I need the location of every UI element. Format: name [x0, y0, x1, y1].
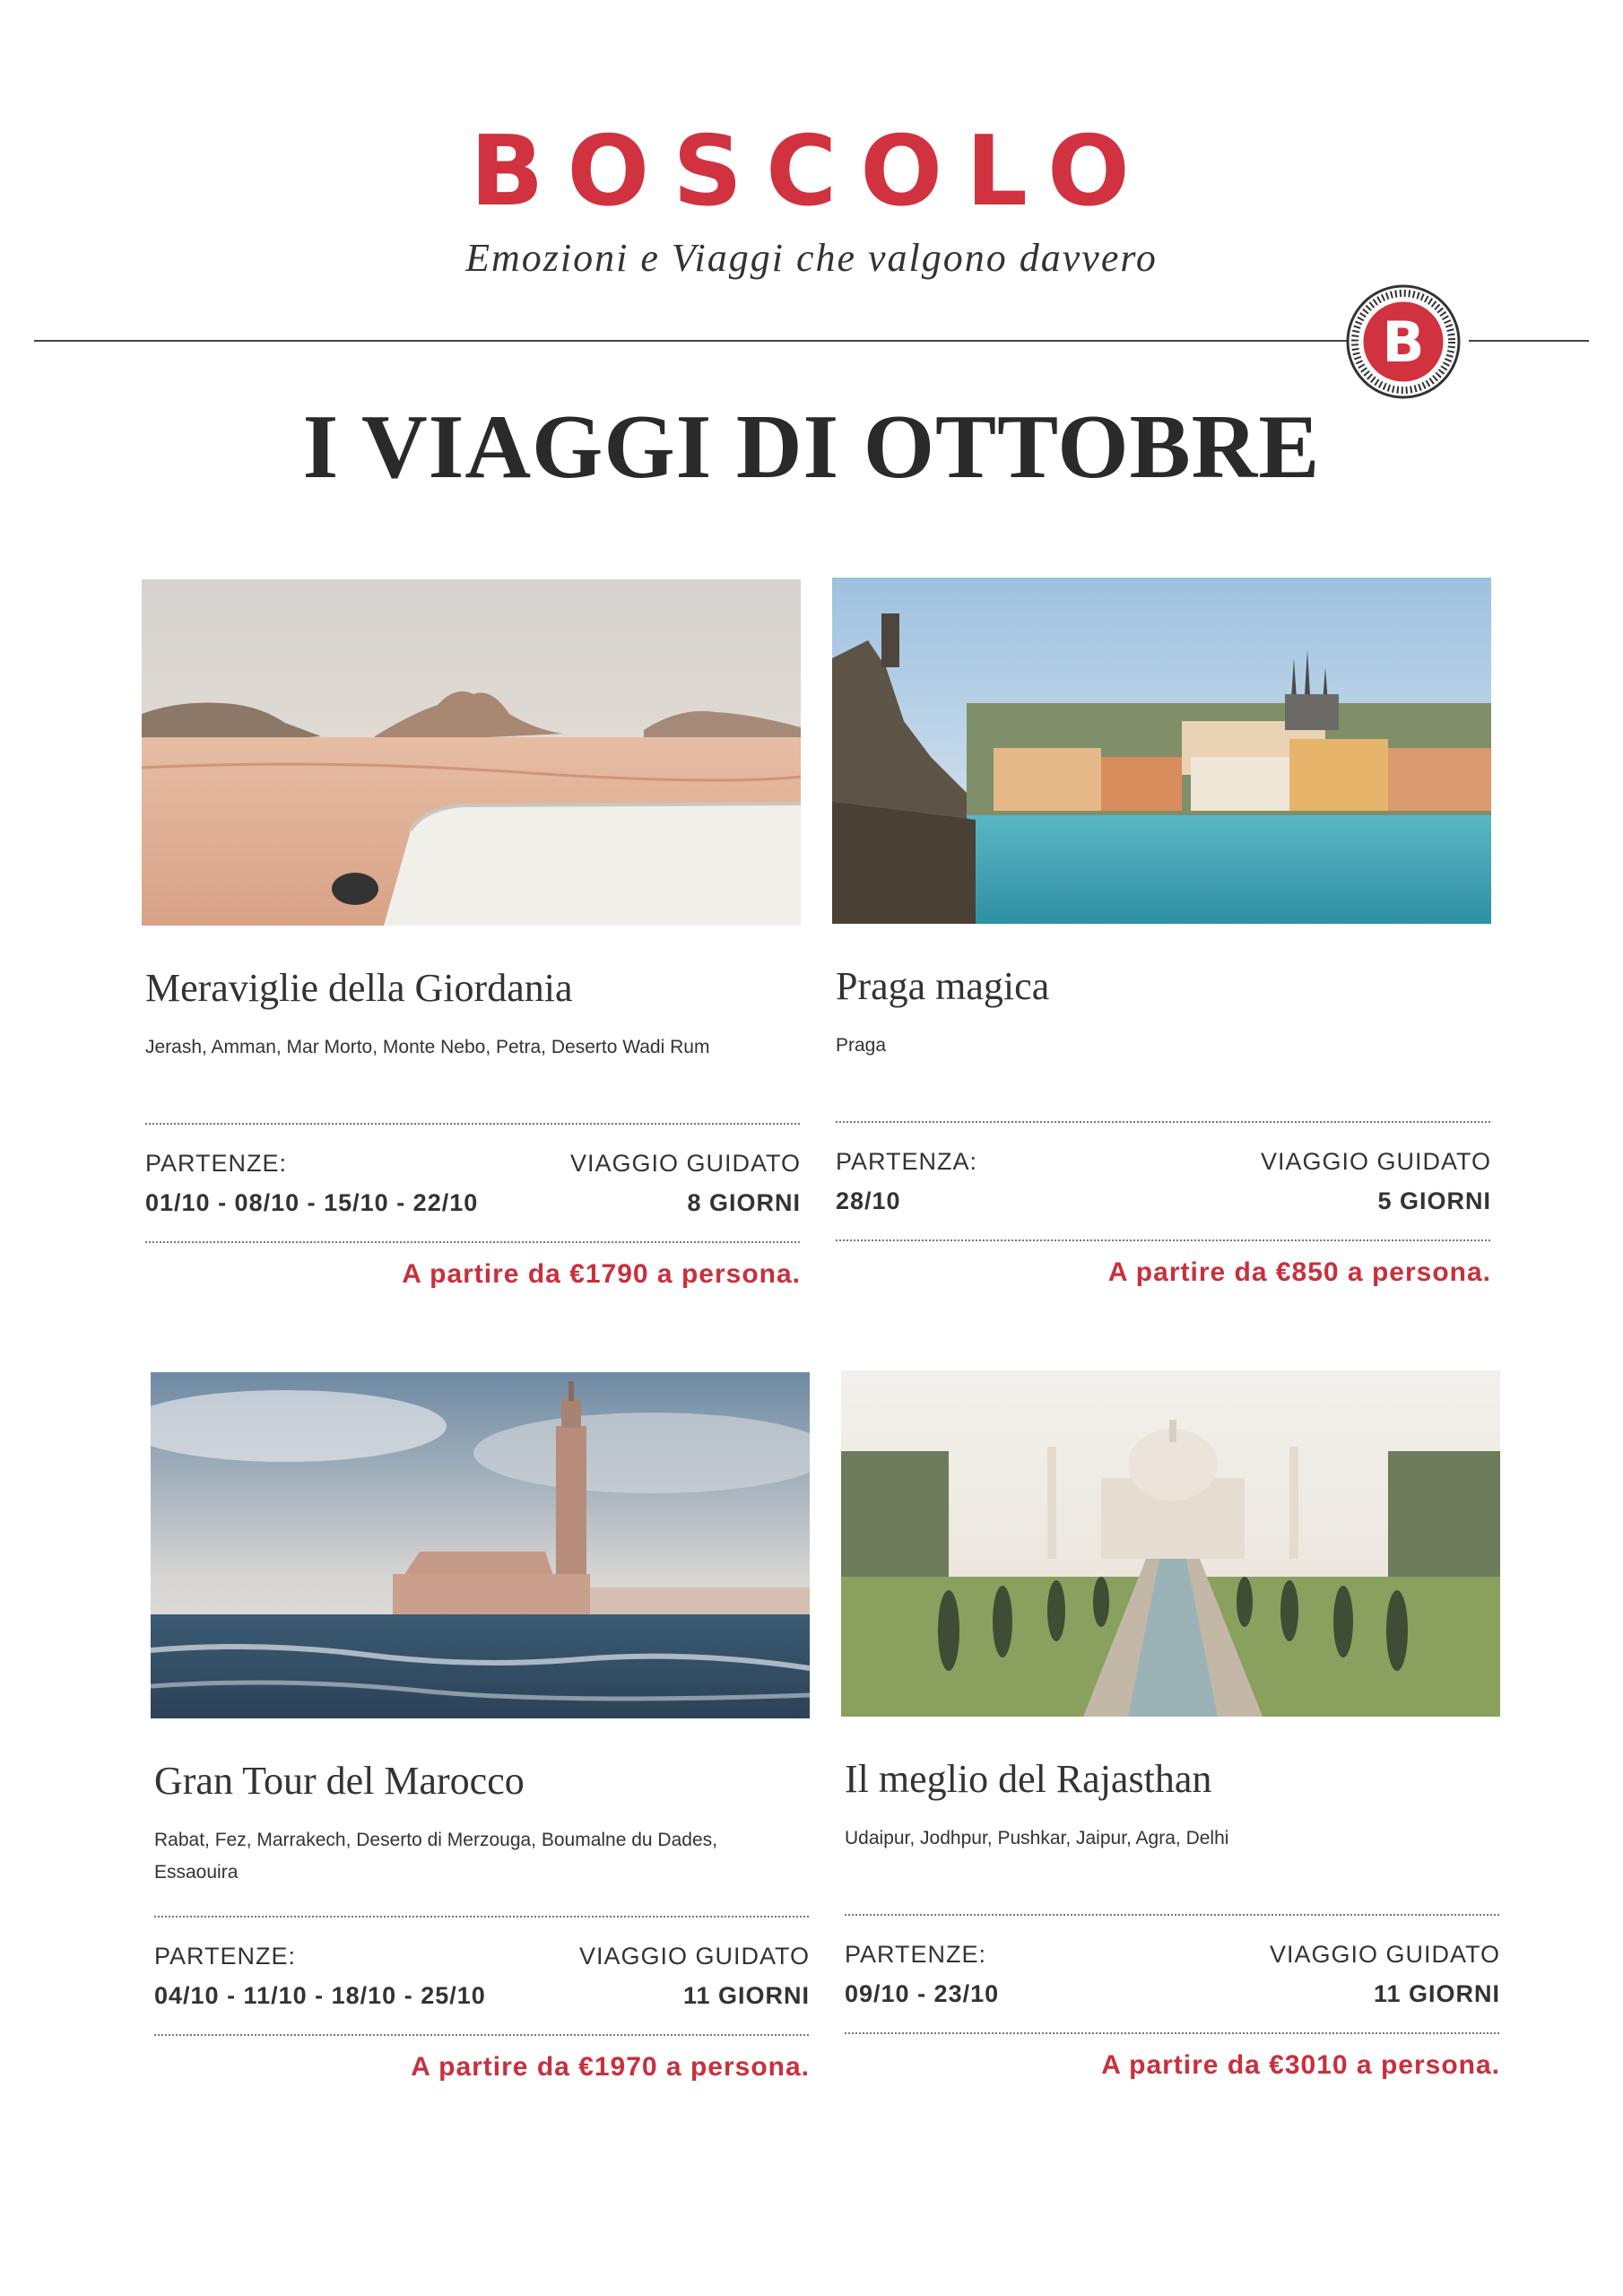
divider-dotted — [145, 1123, 800, 1125]
brand-tagline: Emozioni e Viaggi che valgono davvero — [465, 236, 1158, 280]
trip-duration: 8 GIORNI — [687, 1189, 801, 1216]
departures-label: PARTENZE: — [154, 1943, 297, 1970]
trip-type: VIAGGIO GUIDATO — [1269, 1941, 1500, 1968]
trip-card-giordania — [142, 579, 801, 1297]
prague-river-photo — [832, 578, 1491, 924]
taj-mahal-photo — [841, 1370, 1500, 1717]
desert-jeep-photo — [142, 579, 801, 926]
header-divider-right — [1469, 340, 1589, 342]
departures-label: PARTENZE: — [145, 1150, 288, 1177]
divider-dotted — [154, 1916, 809, 1918]
trip-price: A partire da €1790 a persona. — [402, 1259, 801, 1289]
departures-label: PARTENZA: — [836, 1148, 978, 1175]
trip-places: Praga — [836, 1035, 887, 1056]
casablanca-mosque-photo — [151, 1372, 810, 1718]
trip-type: VIAGGIO GUIDATO — [578, 1943, 810, 1970]
trip-card-praga — [832, 578, 1491, 1295]
divider-dotted — [845, 1914, 1499, 1916]
svg-text:B: B — [1382, 309, 1425, 375]
trip-duration: 5 GIORNI — [1377, 1187, 1491, 1214]
divider-dotted — [845, 2032, 1499, 2034]
trip-type: VIAGGIO GUIDATO — [1260, 1148, 1491, 1175]
departure-dates: 28/10 — [836, 1187, 901, 1214]
trip-places: Rabat, Fez, Marrakech, Deserto di Merzouga, Boumalne du Dades, Essaouira — [154, 1830, 717, 1883]
departure-dates: 04/10 - 11/10 - 18/10 - 25/10 — [154, 1982, 486, 2009]
divider-dotted — [154, 2034, 809, 2036]
trip-price: A partire da €3010 a persona. — [1101, 2050, 1500, 2080]
brand-logo: BOSCOLO — [470, 116, 1153, 228]
trip-title: Praga magica — [836, 964, 1050, 1008]
trip-card-rajasthan — [841, 1370, 1500, 2088]
trip-price: A partire da €850 a persona. — [1107, 1257, 1491, 1287]
trip-title: Gran Tour del Marocco — [154, 1759, 525, 1803]
departure-dates: 09/10 - 23/10 — [845, 1980, 1000, 2007]
trip-card-marocco — [151, 1372, 810, 2090]
trip-type: VIAGGIO GUIDATO — [569, 1150, 801, 1177]
brand-seal-icon — [1345, 283, 1462, 400]
trip-title: Il meglio del Rajasthan — [845, 1757, 1212, 1801]
page-title: I VIAGGI DI OTTOBRE — [302, 396, 1321, 498]
trip-duration: 11 GIORNI — [682, 1982, 810, 2009]
divider-dotted — [145, 1241, 800, 1243]
departures-label: PARTENZE: — [845, 1941, 987, 1968]
trip-price: A partire da €1970 a persona. — [411, 2052, 810, 2082]
divider-dotted — [836, 1239, 1490, 1241]
trip-places: Jerash, Amman, Mar Morto, Monte Nebo, Petra, Deserto Wadi Rum — [145, 1037, 710, 1057]
divider-dotted — [836, 1121, 1490, 1123]
trip-places: Udaipur, Jodhpur, Pushkar, Jaipur, Agra, Delhi — [845, 1828, 1229, 1848]
trip-title: Meraviglie della Giordania — [145, 966, 573, 1010]
header-divider-left — [34, 340, 1350, 342]
trip-duration: 11 GIORNI — [1373, 1980, 1500, 2007]
departure-dates: 01/10 - 08/10 - 15/10 - 22/10 — [145, 1189, 479, 1216]
